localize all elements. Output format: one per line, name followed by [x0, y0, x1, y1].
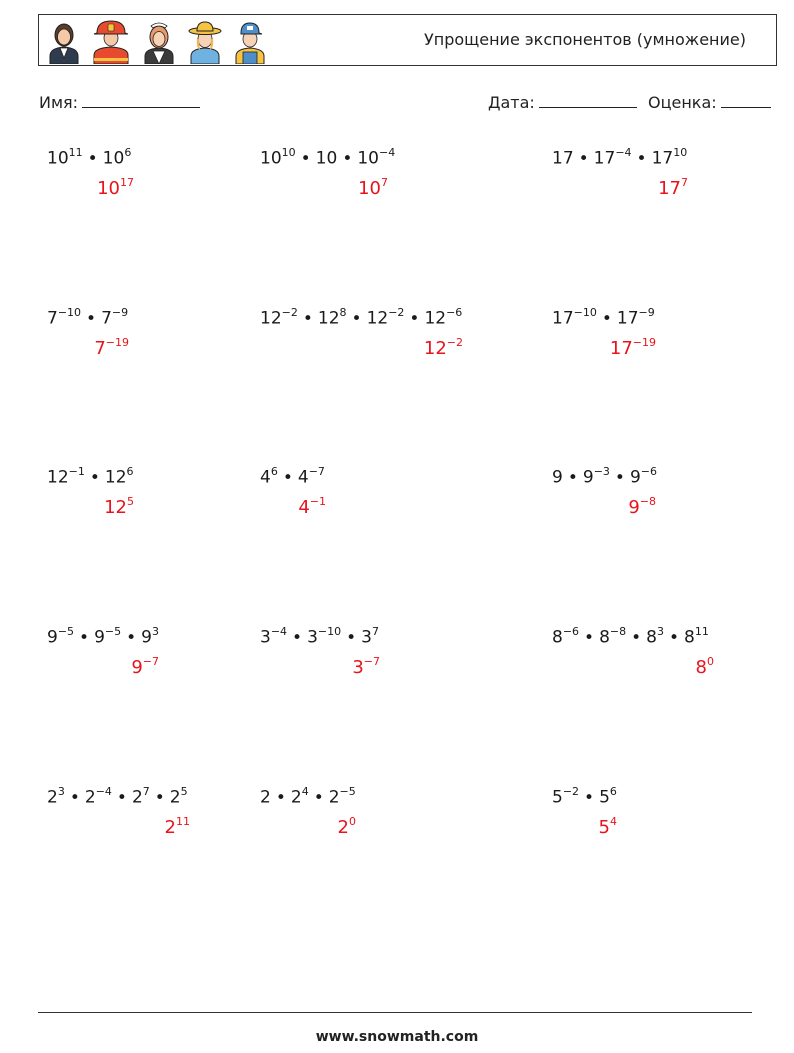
maid-avatar-icon [142, 18, 176, 64]
multiply-dot: • [601, 308, 612, 329]
term-exponent: −10 [573, 306, 597, 319]
footer-rule [38, 1012, 752, 1013]
answer-base: 12 [423, 338, 447, 359]
term-exponent: −5 [339, 785, 356, 798]
multiply-dot: • [351, 308, 362, 329]
multiply-dot: • [313, 787, 324, 808]
term-base: 12 [47, 467, 69, 488]
problem-expression [260, 786, 356, 808]
multiply-dot: • [302, 308, 313, 329]
answer-expression [696, 656, 714, 678]
term-exponent: −4 [270, 625, 288, 638]
answer-exponent: 17 [120, 176, 134, 189]
answer-base: 10 [97, 178, 120, 199]
answer-base: 8 [695, 657, 707, 678]
multiply-dot: • [292, 627, 303, 648]
answer-base: 7 [94, 338, 106, 359]
answer-exponent: −7 [142, 655, 159, 668]
answer-exponent: 4 [610, 815, 617, 828]
term-exponent: 7 [142, 785, 150, 798]
multiply-dot: • [116, 787, 127, 808]
term-base: 12 [104, 467, 127, 488]
grade-blank[interactable] [721, 93, 771, 108]
term-exponent: 3 [57, 785, 65, 798]
term-exponent: −9 [111, 306, 129, 319]
term-exponent: −10 [57, 306, 82, 319]
worksheet-title: Упрощение экспонентов (умножение) [424, 30, 746, 49]
multiply-dot: • [584, 787, 595, 808]
answer-exponent: 7 [381, 176, 388, 189]
term-base: 2 [290, 787, 302, 808]
term-base: 3 [260, 627, 271, 648]
term-base: 2 [84, 787, 96, 808]
date-label: Дата: [488, 93, 535, 112]
term-base: 4 [260, 467, 271, 488]
multiply-dot: • [154, 787, 165, 808]
term-exponent: −8 [609, 625, 627, 638]
problem-expression [260, 626, 379, 648]
answer-base: 17 [658, 178, 681, 199]
multiply-dot: • [87, 148, 98, 169]
answer-expression [352, 656, 380, 678]
term-exponent: 10 [281, 146, 296, 159]
answer-expression [131, 656, 159, 678]
term-exponent: 11 [68, 146, 83, 159]
multiply-dot: • [342, 148, 353, 169]
answer-exponent: −19 [105, 336, 129, 349]
answer-expression [628, 496, 656, 518]
answer-base: 9 [628, 497, 640, 518]
term-exponent: −9 [638, 306, 655, 319]
multiply-dot: • [86, 308, 97, 329]
term-base: 10 [315, 148, 338, 169]
date-field [488, 93, 637, 112]
term-base: 3 [307, 627, 318, 648]
term-exponent: 5 [180, 785, 188, 798]
term-exponent: −5 [57, 625, 75, 638]
term-base: 17 [552, 148, 574, 169]
term-base: 9 [629, 467, 641, 488]
problem-expression [260, 147, 395, 169]
term-exponent: −4 [378, 146, 396, 159]
term-exponent: 3 [151, 625, 159, 638]
name-label: Имя: [39, 93, 79, 112]
term-exponent: 6 [609, 785, 617, 798]
date-blank[interactable] [539, 93, 637, 108]
term-exponent: 8 [339, 306, 347, 319]
problem-expression [47, 147, 131, 169]
multiply-dot: • [79, 627, 90, 648]
term-exponent: 4 [301, 785, 309, 798]
multiply-dot: • [409, 308, 420, 329]
problem-expression [260, 466, 325, 488]
answer-exponent: 11 [176, 815, 190, 828]
multiply-dot: • [126, 627, 137, 648]
answer-expression [94, 337, 129, 359]
term-exponent: −2 [562, 785, 580, 798]
multiply-dot: • [584, 627, 595, 648]
answer-exponent: −19 [632, 336, 656, 349]
multiply-dot: • [567, 467, 578, 488]
multiply-dot: • [346, 627, 357, 648]
answer-exponent: 7 [681, 176, 688, 189]
term-base: 10 [357, 148, 379, 169]
term-base: 2 [131, 787, 143, 808]
term-base: 17 [616, 308, 639, 329]
term-exponent: −2 [281, 306, 298, 319]
term-base: 5 [599, 787, 610, 808]
answer-exponent: −8 [639, 495, 656, 508]
name-blank[interactable] [82, 93, 200, 108]
answer-exponent: 0 [707, 655, 714, 668]
term-base: 2 [328, 787, 340, 808]
answer-expression [298, 496, 326, 518]
problem-expression [47, 307, 128, 329]
term-exponent: 3 [656, 625, 664, 638]
problem-expression [552, 307, 655, 329]
grade-field [648, 93, 771, 112]
answer-base: 2 [337, 817, 349, 838]
answer-base: 17 [609, 338, 633, 359]
answer-expression [338, 816, 356, 838]
term-exponent: 6 [126, 465, 134, 478]
answer-base: 5 [598, 817, 610, 838]
term-base: 4 [297, 467, 309, 488]
term-base: 7 [101, 308, 112, 329]
answer-base: 9 [131, 657, 143, 678]
term-exponent: −5 [104, 625, 122, 638]
multiply-dot: • [578, 148, 589, 169]
term-base: 2 [260, 787, 271, 808]
problem-expression [552, 466, 657, 488]
term-exponent: −10 [317, 625, 342, 638]
multiply-dot: • [275, 787, 286, 808]
term-base: 12 [317, 308, 340, 329]
term-exponent: −6 [640, 465, 657, 478]
term-base: 8 [646, 627, 657, 648]
term-base: 10 [47, 148, 69, 169]
farmer-avatar-icon [187, 18, 223, 64]
multiply-dot: • [668, 627, 680, 648]
term-base: 9 [552, 467, 563, 488]
answer-expression [165, 816, 190, 838]
term-base: 3 [361, 627, 372, 648]
term-base: 9 [47, 627, 58, 648]
term-base: 2 [169, 787, 181, 808]
multiply-dot: • [69, 787, 80, 808]
term-exponent: −6 [446, 306, 463, 319]
answer-base: 12 [104, 497, 127, 518]
term-exponent: −1 [68, 465, 85, 478]
term-exponent: −2 [388, 306, 405, 319]
answer-expression [610, 337, 656, 359]
worker-avatar-icon [232, 18, 268, 64]
answer-expression [599, 816, 617, 838]
multiply-dot: • [631, 627, 642, 648]
answer-expression [658, 177, 688, 199]
term-exponent: 10 [673, 146, 688, 159]
term-base: 17 [651, 148, 674, 169]
multiply-dot: • [300, 148, 311, 169]
term-base: 10 [260, 148, 282, 169]
multiply-dot: • [89, 467, 100, 488]
term-base: 7 [47, 308, 58, 329]
term-exponent: 7 [371, 625, 379, 638]
answer-exponent: 5 [127, 495, 134, 508]
term-exponent: 6 [124, 146, 132, 159]
answer-exponent: 0 [349, 815, 356, 828]
term-exponent: −3 [593, 465, 610, 478]
term-base: 2 [47, 787, 58, 808]
term-base: 8 [552, 627, 563, 648]
firefighter-avatar-icon [91, 18, 131, 64]
term-base: 12 [424, 308, 447, 329]
multiply-dot: • [282, 467, 293, 488]
problem-expression [552, 147, 687, 169]
term-base: 8 [684, 627, 695, 648]
problem-expression [552, 786, 617, 808]
term-base: 9 [582, 467, 594, 488]
multiply-dot: • [614, 467, 625, 488]
answer-base: 2 [164, 817, 176, 838]
answer-exponent: −7 [363, 655, 380, 668]
term-base: 10 [102, 148, 125, 169]
term-base: 12 [260, 308, 282, 329]
term-base: 9 [94, 627, 105, 648]
term-exponent: 6 [270, 465, 278, 478]
term-exponent: −7 [308, 465, 325, 478]
problem-expression [47, 466, 134, 488]
answer-exponent: −1 [309, 495, 326, 508]
name-field [39, 93, 200, 112]
problem-expression [552, 626, 709, 648]
grade-label: Оценка: [648, 93, 717, 112]
answer-expression [358, 177, 388, 199]
term-exponent: −4 [615, 146, 632, 159]
term-base: 17 [552, 308, 574, 329]
answer-base: 3 [352, 657, 364, 678]
problem-expression [260, 307, 462, 329]
businesswoman-avatar-icon [46, 18, 82, 64]
term-base: 12 [366, 308, 389, 329]
term-exponent: −4 [95, 785, 112, 798]
term-base: 17 [593, 148, 616, 169]
problem-expression [47, 786, 188, 808]
term-exponent: 11 [694, 625, 709, 638]
multiply-dot: • [636, 148, 647, 169]
term-base: 8 [599, 627, 610, 648]
answer-base: 4 [298, 497, 310, 518]
answer-expression [424, 337, 463, 359]
answer-base: 10 [358, 178, 381, 199]
answer-exponent: −2 [446, 336, 463, 349]
header-box [38, 14, 777, 66]
answer-expression [97, 177, 134, 199]
footer-url: www.snowmath.com [315, 1029, 479, 1045]
term-exponent: −6 [562, 625, 580, 638]
term-base: 5 [552, 787, 563, 808]
problem-expression [47, 626, 159, 648]
answer-expression [104, 496, 134, 518]
term-base: 9 [141, 627, 152, 648]
